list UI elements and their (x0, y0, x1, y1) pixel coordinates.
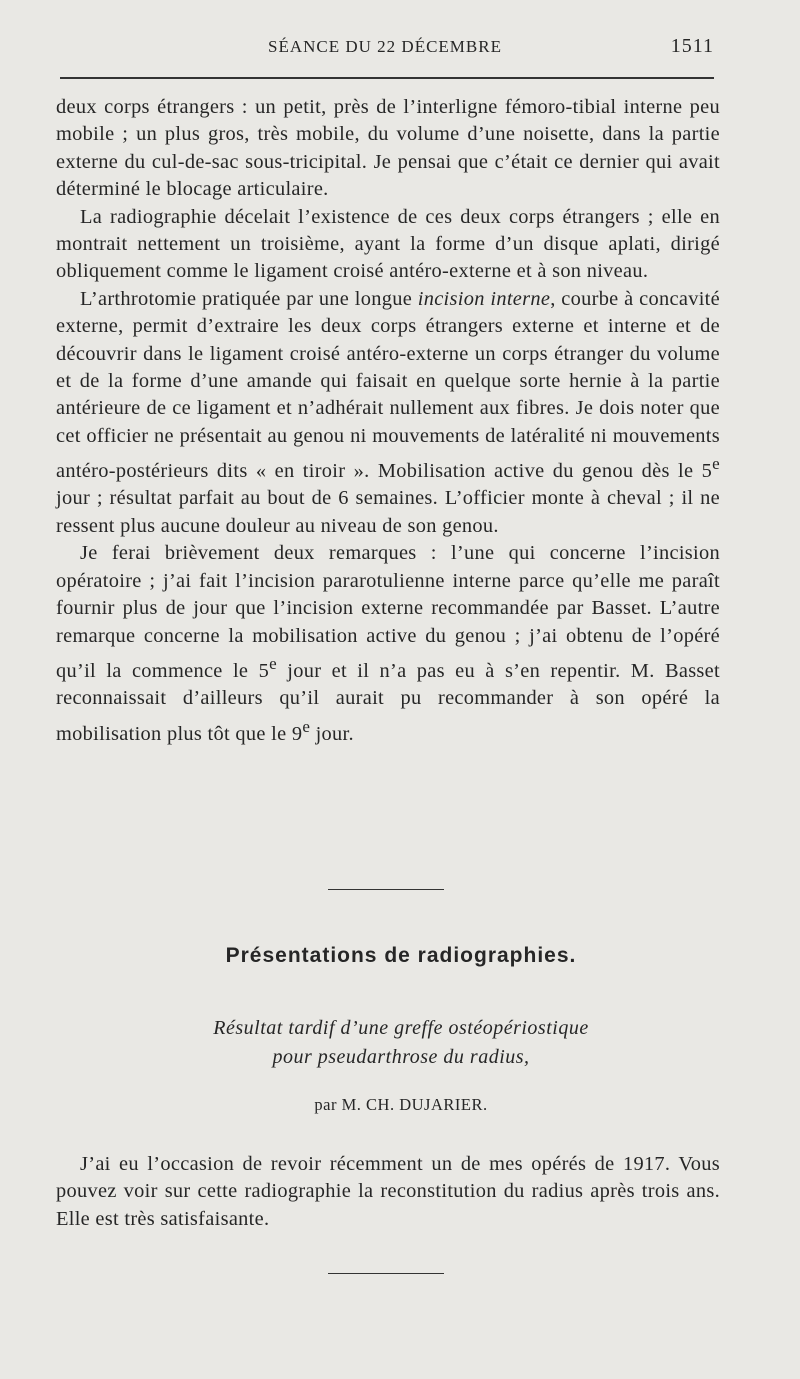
superscript: e (302, 716, 311, 736)
article-paragraph: J’ai eu l’occasion de revoir récemment un de mes opérés de 1917. Vous pouvez voir sur cette radiographie la reconstitution du radius après trois ans. Elle est très satisfaisante. (56, 1153, 720, 1230)
page-number: 1511 (670, 35, 714, 57)
superscript: e (269, 653, 277, 673)
superscript: e (712, 454, 720, 474)
body-text (56, 94, 720, 748)
article-title-line-2: pour pseudarthrose du radius, (272, 1046, 530, 1068)
running-head (56, 35, 714, 63)
article-title (56, 1014, 746, 1072)
paragraph-3 (56, 286, 720, 540)
running-title: SÉANCE DU 22 DÉCEMBRE (268, 37, 502, 56)
end-divider-rule (328, 1273, 444, 1274)
paragraph-4 (56, 540, 720, 747)
paragraph-4-part-3: jour. (310, 722, 354, 745)
paragraph-1: deux corps étrangers : un petit, près de l’interligne fémoro-tibial interne peu mobile ; un plus gros, très mobile, du volume d’une noisette, dans la partie externe du cul-de-sac sous-tricipital. Je pensai que c’était ce dernier qui avait déterminé le blocage articulaire. (56, 96, 720, 201)
paragraph-3-italic: incision interne (417, 287, 551, 310)
section-title: Présentations de radiographies. (225, 944, 577, 967)
article-body (56, 1151, 720, 1233)
paragraph-4-part-2: jour et il n’a pas eu à s’en repentir. M. Basset reconnaissait d’ailleurs qu’il aurait pu recommander à son opéré la mobilisation plus tôt que le 9 (56, 659, 720, 745)
paragraph-2: La radiographie décelait l’existence de ces deux corps étrangers ; elle en montrait nettement un troisième, ayant la forme d’un disque aplati, dirigé obliquement comme le ligament croisé antéro-externe et à son niveau. (56, 205, 720, 283)
section-divider-rule (328, 889, 444, 890)
header-rule (60, 77, 714, 79)
paragraph-3-body: , courbe à concavité externe, permit d’extraire les deux corps étrangers externe et interne et de découvrir dans le ligament croisé antéro-externe un corps étranger du volume et de la forme d’une amande qui faisait en quelque sorte hernie à la partie antérieure de ce ligament et n’adhérait nullement aux fibres. Je dois noter que cet officier ne présentait au genou ni mouvements de latéralité ni mouvements antéro-postérieurs dits « en tiroir ». Mobilisation active du genou dès le 5 (56, 287, 720, 483)
byline: par M. CH. DUJARIER. (314, 1095, 488, 1114)
paragraph-4-part-1: Je ferai brièvement deux remarques : l’une qui concerne l’incision opératoire ; j’ai fait l’incision pararotulienne interne parce qu’elle me paraît fournir plus de jour que l’incision externe recommandée par Basset. L’autre remarque concerne la mobilisation active du genou ; j’ai obtenu de l’opéré qu’il la commence le 5 (56, 542, 720, 682)
paragraph-3-tail: jour ; résultat parfait au bout de 6 semaines. L’officier monte à cheval ; il ne ressent plus aucune douleur au niveau de son genou. (56, 487, 720, 537)
article-title-line-1: Résultat tardif d’une greffe ostéopériostique (213, 1017, 589, 1039)
paragraph-3-lead: L’arthrotomie pratiquée par une longue (80, 287, 418, 310)
